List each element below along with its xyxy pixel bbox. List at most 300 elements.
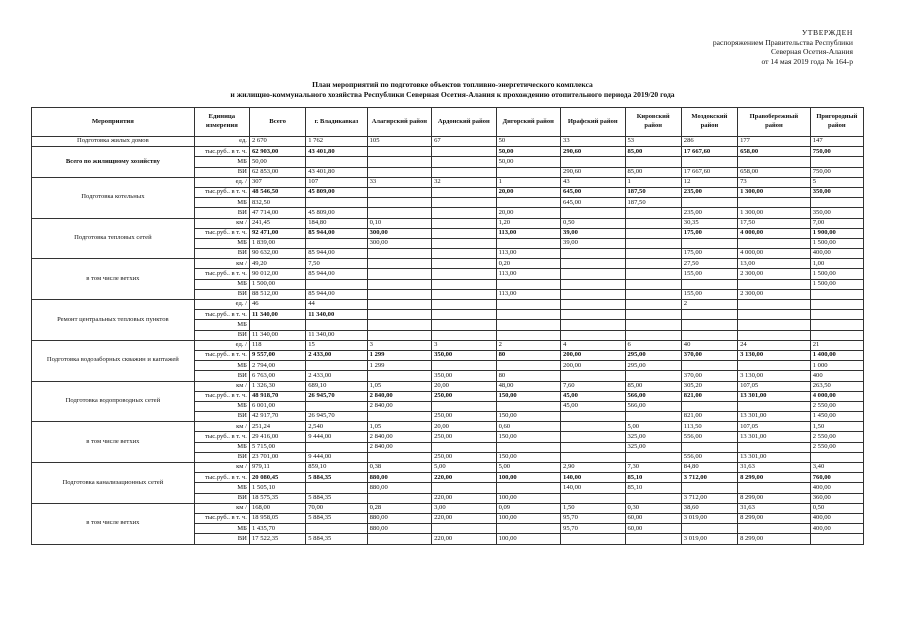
- unit-cell: МБ: [194, 524, 249, 534]
- value-cell: 250,00: [432, 452, 496, 462]
- value-cell: 1 300,00: [738, 187, 811, 197]
- value-cell: [306, 524, 367, 534]
- value-cell: [810, 534, 863, 544]
- value-cell: 95,70: [561, 513, 625, 523]
- value-cell: 113,00: [496, 228, 560, 238]
- value-cell: 40: [681, 340, 737, 350]
- value-cell: 821,00: [681, 412, 737, 422]
- value-cell: 88 512,00: [249, 289, 305, 299]
- value-cell: 400,00: [810, 513, 863, 523]
- value-cell: 3: [367, 340, 431, 350]
- table-row: [32, 147, 864, 157]
- table-row: [32, 259, 864, 269]
- value-cell: 1 326,30: [249, 381, 305, 391]
- value-cell: 45 809,00: [306, 208, 367, 218]
- value-cell: [432, 401, 496, 411]
- value-cell: [367, 534, 431, 544]
- activity-name-cell: Подготовка водопроводных сетей: [32, 381, 195, 422]
- unit-cell: МБ: [194, 401, 249, 411]
- value-cell: 45,00: [561, 391, 625, 401]
- unit-cell: ВИ: [194, 249, 249, 259]
- value-cell: 251,24: [249, 422, 305, 432]
- table-header-row: [32, 108, 864, 137]
- value-cell: 1,50: [810, 422, 863, 432]
- value-cell: 48,00: [496, 381, 560, 391]
- activity-name-cell: Подготовка жилых домов: [32, 137, 195, 147]
- value-cell: 8 299,00: [738, 534, 811, 544]
- value-cell: [625, 218, 681, 228]
- value-cell: 350,00: [432, 350, 496, 360]
- value-cell: [367, 157, 431, 167]
- value-cell: [681, 524, 737, 534]
- value-cell: 1,50: [561, 503, 625, 513]
- value-cell: 3 712,00: [681, 473, 737, 483]
- value-cell: [432, 524, 496, 534]
- value-cell: [561, 300, 625, 310]
- value-cell: 100,00: [496, 473, 560, 483]
- value-cell: 60,00: [625, 513, 681, 523]
- value-cell: 1 500,00: [249, 279, 305, 289]
- unit-cell: ВИ: [194, 208, 249, 218]
- table-row: [32, 218, 864, 228]
- value-cell: [810, 289, 863, 299]
- value-cell: 350,00: [810, 187, 863, 197]
- col-header-vladikavkaz: г. Владикавказ: [306, 108, 367, 137]
- value-cell: 3 130,00: [738, 371, 811, 381]
- unit-cell: МБ: [194, 198, 249, 208]
- value-cell: [367, 330, 431, 340]
- value-cell: [561, 259, 625, 269]
- unit-cell: МБ: [194, 238, 249, 248]
- approval-date-line: от 14 мая 2019 года № 164-р: [761, 56, 853, 66]
- activity-name-cell: Подготовка тепловых сетей: [32, 218, 195, 259]
- value-cell: 200,00: [561, 361, 625, 371]
- value-cell: [496, 320, 560, 330]
- value-cell: [496, 238, 560, 248]
- value-cell: 0,20: [496, 259, 560, 269]
- value-cell: 750,00: [810, 147, 863, 157]
- value-cell: 4 000,00: [738, 228, 811, 238]
- value-cell: 235,00: [681, 187, 737, 197]
- value-cell: 880,00: [367, 483, 431, 493]
- value-cell: 2 433,00: [306, 350, 367, 360]
- col-header-iraf: Ирафский район: [561, 108, 625, 137]
- value-cell: 73: [738, 177, 811, 187]
- value-cell: 1 435,70: [249, 524, 305, 534]
- value-cell: [496, 310, 560, 320]
- value-cell: [681, 361, 737, 371]
- value-cell: [496, 167, 560, 177]
- col-header-prigorodny: Пригородный район: [810, 108, 863, 137]
- value-cell: 20,00: [432, 422, 496, 432]
- approval-stamp: [653, 28, 853, 66]
- approval-region-line: Северная Осетия-Алания: [770, 47, 853, 57]
- value-cell: [367, 279, 431, 289]
- value-cell: 17,50: [738, 218, 811, 228]
- value-cell: [738, 157, 811, 167]
- value-cell: 2 300,00: [738, 269, 811, 279]
- value-cell: 220,00: [432, 473, 496, 483]
- value-cell: [561, 534, 625, 544]
- value-cell: 5 884,35: [306, 493, 367, 503]
- value-cell: 44: [306, 300, 367, 310]
- value-cell: 1: [625, 177, 681, 187]
- value-cell: [432, 442, 496, 452]
- value-cell: 53: [625, 137, 681, 147]
- value-cell: 46: [249, 300, 305, 310]
- table-row: [32, 137, 864, 147]
- value-cell: 566,00: [625, 401, 681, 411]
- value-cell: [625, 534, 681, 544]
- value-cell: 17 522,35: [249, 534, 305, 544]
- value-cell: 85,10: [625, 483, 681, 493]
- value-cell: [367, 269, 431, 279]
- value-cell: 175,00: [681, 228, 737, 238]
- value-cell: [367, 289, 431, 299]
- unit-cell: км /: [194, 463, 249, 473]
- value-cell: [367, 493, 431, 503]
- value-cell: 7,60: [561, 381, 625, 391]
- value-cell: 3,40: [810, 463, 863, 473]
- value-cell: 6: [625, 340, 681, 350]
- value-cell: [681, 483, 737, 493]
- value-cell: [432, 218, 496, 228]
- value-cell: [432, 279, 496, 289]
- unit-cell: МБ: [194, 442, 249, 452]
- value-cell: 2 433,00: [306, 371, 367, 381]
- unit-cell: ВИ: [194, 371, 249, 381]
- value-cell: 0,50: [810, 503, 863, 513]
- unit-cell: ВИ: [194, 452, 249, 462]
- value-cell: 400,00: [810, 249, 863, 259]
- value-cell: 0,60: [496, 422, 560, 432]
- col-header-total: Всего: [249, 108, 305, 137]
- value-cell: 9 444,00: [306, 452, 367, 462]
- value-cell: 1 505,10: [249, 483, 305, 493]
- value-cell: [561, 442, 625, 452]
- col-header-alagir: Алагирский район: [367, 108, 431, 137]
- activity-name-cell: в том числе ветхих: [32, 259, 195, 300]
- value-cell: 47 714,00: [249, 208, 305, 218]
- value-cell: 300,00: [367, 228, 431, 238]
- value-cell: 113,00: [496, 289, 560, 299]
- value-cell: 45,00: [561, 401, 625, 411]
- value-cell: 62 903,00: [249, 147, 305, 157]
- unit-cell: МБ: [194, 361, 249, 371]
- value-cell: [810, 320, 863, 330]
- value-cell: 155,00: [681, 269, 737, 279]
- col-header-kirov: Кировский район: [625, 108, 681, 137]
- unit-cell: тыс.руб.. в т. ч.: [194, 187, 249, 197]
- value-cell: [625, 259, 681, 269]
- value-cell: [496, 483, 560, 493]
- value-cell: 5,00: [625, 422, 681, 432]
- value-cell: [496, 442, 560, 452]
- value-cell: 1 400,00: [810, 350, 863, 360]
- value-cell: 1: [496, 177, 560, 187]
- unit-cell: ВИ: [194, 330, 249, 340]
- value-cell: 20,00: [496, 208, 560, 218]
- value-cell: 13,00: [738, 259, 811, 269]
- value-cell: 1 450,00: [810, 412, 863, 422]
- value-cell: [561, 279, 625, 289]
- unit-cell: тыс.руб.. в т. ч.: [194, 147, 249, 157]
- value-cell: 50,00: [249, 157, 305, 167]
- value-cell: 979,11: [249, 463, 305, 473]
- value-cell: [432, 310, 496, 320]
- value-cell: 3 019,00: [681, 513, 737, 523]
- unit-cell: МБ: [194, 157, 249, 167]
- value-cell: 689,10: [306, 381, 367, 391]
- value-cell: 7,50: [306, 259, 367, 269]
- title-line-1: План мероприятий по подготовке объектов топливно-энергетического комплекса: [312, 80, 593, 89]
- value-cell: 48 546,50: [249, 187, 305, 197]
- value-cell: 107,05: [738, 422, 811, 432]
- value-cell: [496, 279, 560, 289]
- value-cell: 11 340,00: [249, 310, 305, 320]
- value-cell: 295,00: [625, 350, 681, 360]
- value-cell: 750,00: [810, 167, 863, 177]
- value-cell: 4 000,00: [738, 249, 811, 259]
- value-cell: [367, 187, 431, 197]
- value-cell: [432, 361, 496, 371]
- value-cell: [810, 330, 863, 340]
- plan-table-body: [32, 137, 864, 545]
- value-cell: 187,50: [625, 187, 681, 197]
- table-row: [32, 177, 864, 187]
- value-cell: [810, 452, 863, 462]
- value-cell: 241,45: [249, 218, 305, 228]
- value-cell: 2: [681, 300, 737, 310]
- value-cell: 880,00: [367, 473, 431, 483]
- value-cell: [738, 330, 811, 340]
- value-cell: 658,00: [738, 147, 811, 157]
- value-cell: 105: [367, 137, 431, 147]
- value-cell: [738, 320, 811, 330]
- value-cell: 0,30: [625, 503, 681, 513]
- unit-cell: тыс.руб.. в т. ч.: [194, 513, 249, 523]
- value-cell: [625, 320, 681, 330]
- value-cell: 168,00: [249, 503, 305, 513]
- value-cell: [367, 371, 431, 381]
- value-cell: [432, 300, 496, 310]
- value-cell: [561, 320, 625, 330]
- value-cell: 832,50: [249, 198, 305, 208]
- value-cell: 175,00: [681, 249, 737, 259]
- value-cell: 760,00: [810, 473, 863, 483]
- value-cell: 13 301,00: [738, 391, 811, 401]
- value-cell: 7,00: [810, 218, 863, 228]
- value-cell: 29 416,00: [249, 432, 305, 442]
- value-cell: 18 575,35: [249, 493, 305, 503]
- value-cell: [432, 238, 496, 248]
- value-cell: 325,00: [625, 432, 681, 442]
- value-cell: [561, 432, 625, 442]
- value-cell: [367, 320, 431, 330]
- value-cell: 155,00: [681, 289, 737, 299]
- value-cell: [432, 249, 496, 259]
- value-cell: [367, 310, 431, 320]
- value-cell: 13 301,00: [738, 452, 811, 462]
- value-cell: 27,50: [681, 259, 737, 269]
- table-row: [32, 422, 864, 432]
- value-cell: 2 550,00: [810, 401, 863, 411]
- value-cell: 9 557,00: [249, 350, 305, 360]
- unit-cell: ВИ: [194, 534, 249, 544]
- value-cell: 6 763,00: [249, 371, 305, 381]
- value-cell: [432, 269, 496, 279]
- value-cell: 184,80: [306, 218, 367, 228]
- value-cell: 118: [249, 340, 305, 350]
- value-cell: 5,00: [432, 463, 496, 473]
- value-cell: 400,00: [810, 524, 863, 534]
- value-cell: [561, 412, 625, 422]
- value-cell: [561, 330, 625, 340]
- value-cell: [625, 238, 681, 248]
- value-cell: 2 550,00: [810, 442, 863, 452]
- value-cell: 200,00: [561, 350, 625, 360]
- value-cell: [561, 422, 625, 432]
- value-cell: 2 300,00: [738, 289, 811, 299]
- value-cell: [810, 300, 863, 310]
- value-cell: [306, 320, 367, 330]
- value-cell: [367, 452, 431, 462]
- value-cell: [432, 228, 496, 238]
- value-cell: 26 945,70: [306, 391, 367, 401]
- value-cell: 3 130,00: [738, 350, 811, 360]
- unit-cell: км /: [194, 218, 249, 228]
- value-cell: [625, 412, 681, 422]
- value-cell: 250,00: [432, 432, 496, 442]
- value-cell: [561, 493, 625, 503]
- value-cell: [681, 442, 737, 452]
- value-cell: 250,00: [432, 412, 496, 422]
- unit-cell: МБ: [194, 279, 249, 289]
- value-cell: 290,60: [561, 167, 625, 177]
- unit-cell: тыс.руб.. в т. ч.: [194, 228, 249, 238]
- value-cell: 38,60: [681, 503, 737, 513]
- value-cell: 220,00: [432, 513, 496, 523]
- value-cell: 290,60: [561, 147, 625, 157]
- value-cell: [367, 300, 431, 310]
- value-cell: 370,00: [681, 350, 737, 360]
- value-cell: [306, 157, 367, 167]
- value-cell: 84,80: [681, 463, 737, 473]
- value-cell: 70,00: [306, 503, 367, 513]
- value-cell: [496, 300, 560, 310]
- value-cell: 5 884,35: [306, 473, 367, 483]
- col-header-unit: Единица измерения: [194, 108, 249, 137]
- value-cell: 2,540: [306, 422, 367, 432]
- value-cell: 5 884,35: [306, 513, 367, 523]
- value-cell: [306, 238, 367, 248]
- value-cell: [625, 330, 681, 340]
- value-cell: 0,10: [367, 218, 431, 228]
- value-cell: [561, 371, 625, 381]
- value-cell: [625, 208, 681, 218]
- value-cell: [367, 249, 431, 259]
- table-row: [32, 300, 864, 310]
- value-cell: 263,50: [810, 381, 863, 391]
- value-cell: 2 794,00: [249, 361, 305, 371]
- value-cell: 300,00: [367, 238, 431, 248]
- value-cell: 821,00: [681, 391, 737, 401]
- value-cell: 350,00: [810, 208, 863, 218]
- value-cell: 9 444,00: [306, 432, 367, 442]
- value-cell: [561, 289, 625, 299]
- value-cell: [625, 300, 681, 310]
- value-cell: 2 840,00: [367, 442, 431, 452]
- value-cell: [561, 269, 625, 279]
- value-cell: [625, 493, 681, 503]
- value-cell: 295,00: [625, 361, 681, 371]
- value-cell: 307: [249, 177, 305, 187]
- value-cell: 1 839,00: [249, 238, 305, 248]
- value-cell: 147: [810, 137, 863, 147]
- value-cell: 305,20: [681, 381, 737, 391]
- value-cell: [367, 412, 431, 422]
- value-cell: 187,50: [625, 198, 681, 208]
- unit-cell: км /: [194, 381, 249, 391]
- value-cell: 2 840,00: [367, 401, 431, 411]
- value-cell: 1,05: [367, 422, 431, 432]
- value-cell: 50,00: [496, 157, 560, 167]
- value-cell: [738, 279, 811, 289]
- plan-table: [31, 107, 864, 545]
- value-cell: 21: [810, 340, 863, 350]
- unit-cell: тыс.руб.. в т. ч.: [194, 310, 249, 320]
- value-cell: 85 944,00: [306, 289, 367, 299]
- value-cell: [367, 147, 431, 157]
- unit-cell: ед. /: [194, 340, 249, 350]
- value-cell: 85 944,00: [306, 228, 367, 238]
- value-cell: 3 712,00: [681, 493, 737, 503]
- value-cell: 658,00: [738, 167, 811, 177]
- value-cell: [367, 167, 431, 177]
- table-row: [32, 381, 864, 391]
- value-cell: [681, 279, 737, 289]
- value-cell: 39,00: [561, 238, 625, 248]
- value-cell: [496, 330, 560, 340]
- value-cell: 39,00: [561, 228, 625, 238]
- value-cell: 8 299,00: [738, 473, 811, 483]
- value-cell: 2: [496, 340, 560, 350]
- value-cell: 2 670: [249, 137, 305, 147]
- value-cell: 13 301,00: [738, 432, 811, 442]
- value-cell: [306, 361, 367, 371]
- value-cell: 4: [561, 340, 625, 350]
- activity-name-cell: Подготовка водозаборных скважин и каптажей: [32, 340, 195, 381]
- unit-cell: ед. /: [194, 300, 249, 310]
- value-cell: [810, 310, 863, 320]
- value-cell: 23 701,00: [249, 452, 305, 462]
- value-cell: 48 918,70: [249, 391, 305, 401]
- value-cell: 1 300,00: [738, 208, 811, 218]
- value-cell: 2,90: [561, 463, 625, 473]
- value-cell: 150,00: [496, 432, 560, 442]
- value-cell: 95,70: [561, 524, 625, 534]
- activity-name-cell: в том числе ветхих: [32, 422, 195, 463]
- value-cell: [738, 483, 811, 493]
- unit-cell: км /: [194, 259, 249, 269]
- document-title: [0, 80, 905, 99]
- value-cell: 140,00: [561, 483, 625, 493]
- value-cell: 8 299,00: [738, 513, 811, 523]
- value-cell: 18 958,05: [249, 513, 305, 523]
- value-cell: [681, 157, 737, 167]
- value-cell: 43: [561, 177, 625, 187]
- value-cell: [561, 310, 625, 320]
